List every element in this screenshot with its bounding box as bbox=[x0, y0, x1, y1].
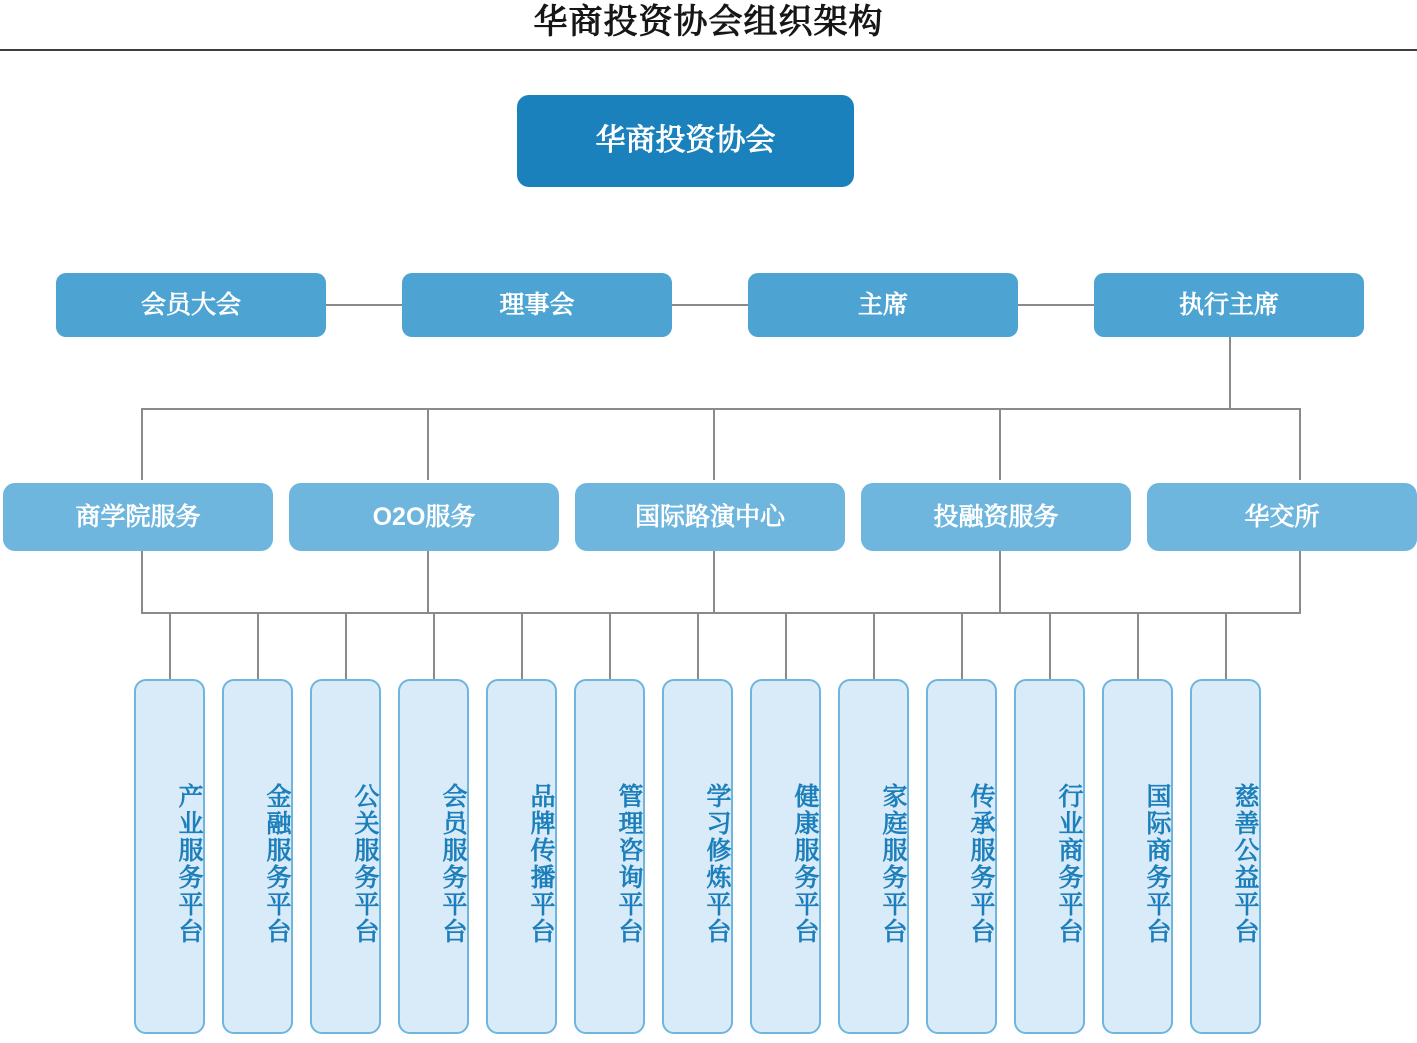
node-platform[interactable]: 慈善公益平台 bbox=[1190, 679, 1261, 1034]
node-council[interactable]: 理事会 bbox=[402, 273, 672, 337]
connector-platform-drop bbox=[1225, 612, 1227, 679]
node-platform[interactable]: 健康服务平台 bbox=[750, 679, 821, 1034]
node-platform[interactable]: 公关服务平台 bbox=[310, 679, 381, 1034]
connector-platform-drop bbox=[961, 612, 963, 679]
node-platform[interactable]: 管理咨询平台 bbox=[574, 679, 645, 1034]
node-chairman[interactable]: 主席 bbox=[748, 273, 1018, 337]
connector-l3-bus bbox=[141, 408, 1301, 410]
node-platform[interactable]: 金融服务平台 bbox=[222, 679, 293, 1034]
node-platform[interactable]: 会员服务平台 bbox=[398, 679, 469, 1034]
connector-platform-drop bbox=[785, 612, 787, 679]
connector-platform-drop bbox=[609, 612, 611, 679]
connector-l2-3 bbox=[1018, 304, 1094, 306]
node-platform[interactable]: 学习修炼平台 bbox=[662, 679, 733, 1034]
node-o2o-service[interactable]: O2O服务 bbox=[289, 483, 559, 551]
connector-l3-drop-4 bbox=[999, 408, 1001, 480]
node-executive-chairman[interactable]: 执行主席 bbox=[1094, 273, 1364, 337]
connector-l3-to-bus-5 bbox=[1299, 551, 1301, 613]
node-root-association[interactable]: 华商投资协会 bbox=[517, 95, 854, 187]
connector-platform-drop bbox=[697, 612, 699, 679]
connector-platform-drop bbox=[873, 612, 875, 679]
connector-l3-drop-5 bbox=[1299, 408, 1301, 480]
node-platform[interactable]: 行业商务平台 bbox=[1014, 679, 1085, 1034]
connector-platform-drop bbox=[345, 612, 347, 679]
connector-l3-to-bus-2 bbox=[427, 551, 429, 613]
connector-platform-drop bbox=[433, 612, 435, 679]
connector-platform-drop bbox=[1049, 612, 1051, 679]
connector-l3-to-bus-1 bbox=[141, 551, 143, 613]
node-investment-financing-service[interactable]: 投融资服务 bbox=[861, 483, 1131, 551]
node-international-roadshow-center[interactable]: 国际路演中心 bbox=[575, 483, 845, 551]
connector-exec-down bbox=[1229, 334, 1231, 409]
connector-platform-drop bbox=[521, 612, 523, 679]
page-title: 华商投资协会组织架构 bbox=[533, 3, 884, 41]
node-business-school-service[interactable]: 商学院服务 bbox=[3, 483, 273, 551]
node-member-assembly[interactable]: 会员大会 bbox=[56, 273, 326, 337]
connector-l3-drop-2 bbox=[427, 408, 429, 480]
connector-platform-drop bbox=[169, 612, 171, 679]
title-divider bbox=[0, 49, 1417, 51]
node-platform[interactable]: 产业服务平台 bbox=[134, 679, 205, 1034]
node-platform[interactable]: 家庭服务平台 bbox=[838, 679, 909, 1034]
connector-platform-bus bbox=[141, 612, 1301, 614]
node-platform[interactable]: 国际商务平台 bbox=[1102, 679, 1173, 1034]
connector-l3-to-bus-3 bbox=[713, 551, 715, 613]
connector-l2-1 bbox=[326, 304, 402, 306]
connector-l3-to-bus-4 bbox=[999, 551, 1001, 613]
connector-l2-2 bbox=[672, 304, 748, 306]
node-platform[interactable]: 传承服务平台 bbox=[926, 679, 997, 1034]
node-huajiaosuo[interactable]: 华交所 bbox=[1147, 483, 1417, 551]
connector-platform-drop bbox=[1137, 612, 1139, 679]
connector-platform-drop bbox=[257, 612, 259, 679]
connector-l3-drop-1 bbox=[141, 408, 143, 480]
node-platform[interactable]: 品牌传播平台 bbox=[486, 679, 557, 1034]
connector-l3-drop-3 bbox=[713, 408, 715, 480]
